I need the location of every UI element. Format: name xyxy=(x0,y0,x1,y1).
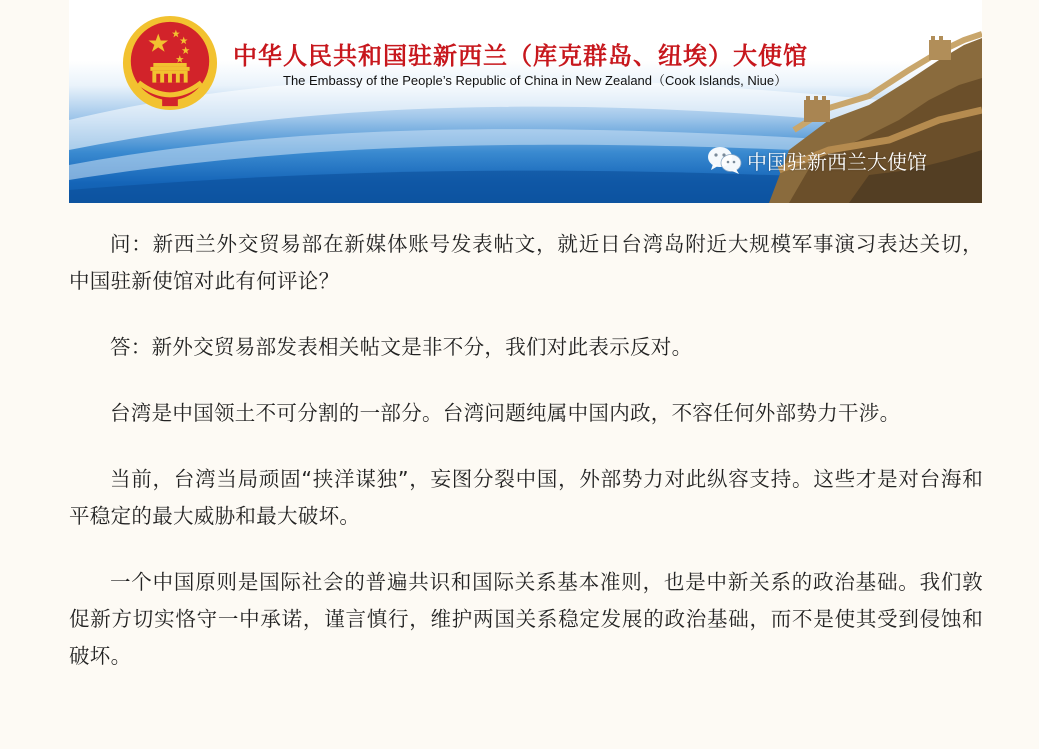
paragraph-answer: 答：新外交贸易部发表相关帖文是非不分，我们对此表示反对。 xyxy=(110,335,693,359)
wechat-account-watermark xyxy=(707,145,927,175)
embassy-title-english: The Embassy of the People’s Republic of China in New Zealand（Cook Islands, Niue） xyxy=(283,73,788,88)
paragraph-current-situation: 当前，台湾当局顽固“挟洋谋独”，妄图分裂中国，外部势力对此纵容支持。这些才是对台海和平稳定的最大威胁和最大破坏。 xyxy=(69,467,983,528)
paragraph-question: 问：新西兰外交贸易部在新媒体账号发表帖文，就近日台湾岛附近大规模军事演习表达关切，中国驻新使馆对此有何评论？ xyxy=(69,232,983,293)
wechat-account-name: 中国驻新西兰大使馆 xyxy=(747,149,927,174)
paragraph-one-china-principle: 一个中国原则是国际社会的普遍共识和国际关系基本准则，也是中新关系的政治基础。我们敦促新方切实恪守一中承诺，谨言慎行，维护两国关系稳定发展的政治基础，而不是使其受到侵蚀和破坏。 xyxy=(69,570,983,668)
wechat-icon xyxy=(707,145,743,175)
national-emblem-icon xyxy=(121,14,219,112)
paragraph-taiwan-statement: 台湾是中国领土不可分割的一部分。台湾问题纯属中国内政，不容任何外部势力干涉。 xyxy=(110,401,901,425)
embassy-title-chinese: 中华人民共和国驻新西兰（库克群岛、纽埃）大使馆 xyxy=(233,42,808,70)
header-banner xyxy=(69,0,982,203)
article-body xyxy=(69,226,983,704)
